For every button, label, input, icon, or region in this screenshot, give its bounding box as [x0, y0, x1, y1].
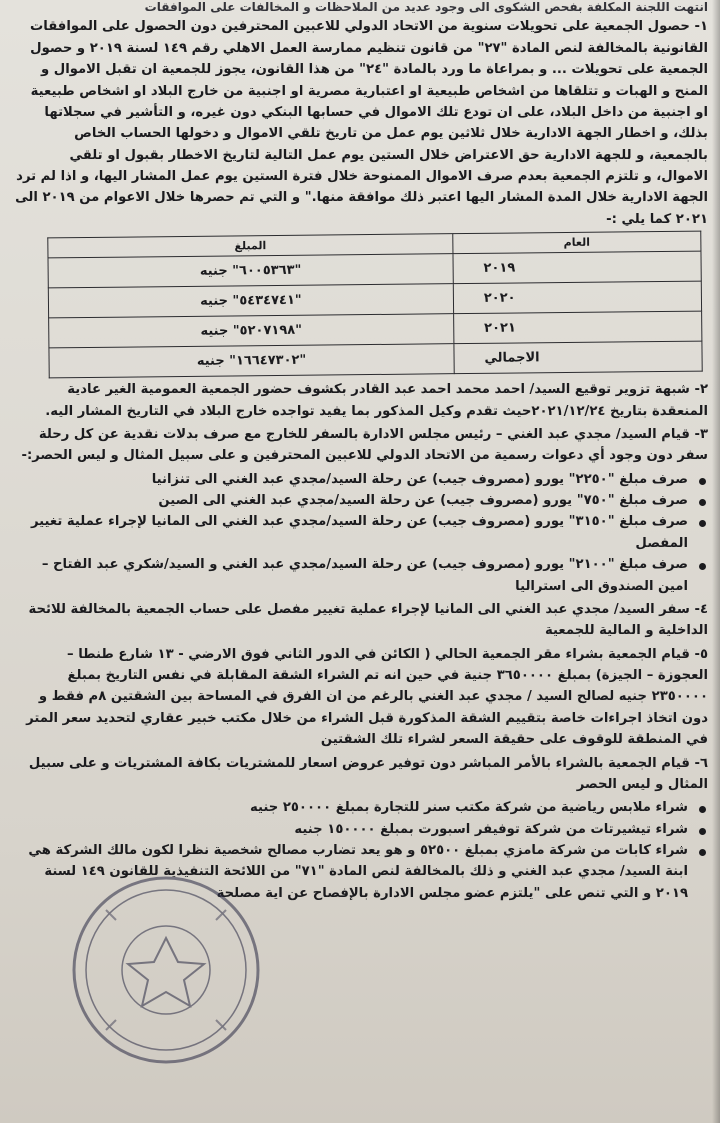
item-text: حصول الجمعية على تحويلات سنوية من الاتحاد الدولي للاعبين المحترفين دون الحصول على الموافقات القانونية بالمخالفة لنص المادة "٢٧" من قانون تنظيم ممارسة العمل الاهلي رقم ١٤٩ لسنة ٢٠١٩ و حصول الجمعية على تحويلات ... و بمراعاة ما ورد بالمادة "٢٤" من هذا القانون، يجوز للجمعية ان تقبل الاموال و المنح و الهبات و تتلقاها من اشخاص طبيعية او اعتبارية مصرية او اجنبية من خارج البلاد او اشخاص طبيعية او اجنبية من داخل البلاد، على ان تودع تلك الاموال في حسابها البنكي دون غيره، و التأشير في سجلاتها بذلك، و اخطار الجهة الادارية خلال ثلاثين يوم عمل من تاريخ تلقي الاموال و دخولها الحساب الخاص بالجمعية، و للجهة الادارية حق الاعتراض خلال الستين يوم عمل التالية لتاريخ الاخطار بقبول او تلقي الاموال، و تلتزم الجمعية بعدم صرف الاموال الممنوحة خلال فترة الستين يوم عمل المشار اليها، و اذا لم ترد الجهة الادارية خلال المدة المشار اليها اعتبر ذلك موافقة منها." و التي تم حصرها خلال الاعوام من ٢٠١٩ الى ٢٠٢١ كما يلي :- — [15, 19, 708, 227]
item-4-paragraph — [14, 599, 708, 642]
item-number: ٢- — [694, 382, 708, 398]
list-item: صرف مبلغ "٢٢٥٠" يورو (مصروف جيب) عن رحلة السيد/مجدي عبد الغني الى تنزانيا — [14, 469, 708, 490]
item-text: قيام الجمعية بشراء مقر الجمعية الحالي ( الكائن في الدور الثاني فوق الارضي - ١٣ شارع طنطا – العجوزة – الجيزة) بمبلغ ٣٦٥٠٠٠٠ جنية في حين انه تم الشراء الشقة المقابلة في نفس التاريخ بمبلغ ٢٣٥٠٠٠٠ جنيه لصالح السيد / مجدي عبد الغني بالرغم من ان الفرق في المساحة بين الشقتين ٨م فقط و دون اتخاذ اجراءات خاصة بتقييم الشقة المذكورة قبل الشراء من خلال مكتب خبير عقاري لتحديد سعر المتر في المنطقة للوقوف على حقيقة السعر لشراء تلك الشقتين — [26, 646, 708, 748]
cell-amount: "٦٠٠٥٣٦٣" جنيه — [48, 254, 453, 288]
item-3-paragraph — [14, 424, 708, 467]
list-item: صرف مبلغ "٧٥٠" يورو (مصروف جيب) عن رحلة السيد/مجدي عبد الغني الى الصين — [14, 490, 708, 511]
item-text: سفر السيد/ مجدي عبد الغني الى المانيا لإجراء عملية تغيير مفصل على حساب الجمعية بالمخالفة للائحة الداخلية و المالية للجمعية — [28, 601, 708, 639]
list-item: شراء كابات من شركة مامزي بمبلغ ٥٢٥٠٠ و هو يعد تضارب مصالح شخصية نظرا لكون مالك الشركة هي ابنة السيد/ مجدي عبد الغني و ذلك بالمخالفة لنص المادة "٧١" من اللائحة التنفيذية للقانون ١٤٩ لسنة ٢٠١٩ و التي تنص على "يلتزم عضو مجلس الادارة بالإفصاح عن اية مصلحة — [14, 840, 708, 904]
item-number: ٣- — [694, 426, 708, 442]
page-fold-shadow — [712, 0, 720, 1123]
item-number: ١- — [694, 19, 708, 35]
item-number: ٦- — [694, 755, 708, 771]
item-number: ٥- — [694, 646, 708, 662]
item-2 — [14, 379, 708, 422]
header-year: العام — [453, 231, 701, 254]
item-text: قيام السيد/ مجدي عبد الغني – رئيس مجلس الادارة بالسفر للخارج مع صرف بدلات نقدية عن كل رحلة سفر دون وجود أي دعوات رسمية من الاتحاد الدولي للاعبين المحترفين و على سبيل المثال و ليس الحصر:- — [21, 426, 708, 464]
top-line: انتهت اللجنة المكلفة بفحص الشكوى الى وجود عديد من الملاحظات و المخالفات على الموافقات — [144, 0, 708, 14]
cell-year: ٢٠٢٠ — [453, 281, 701, 314]
item-6-bullets — [14, 797, 708, 904]
list-item: شراء تيشيرتات من شركة توفيفر اسبورت بمبلغ ١٥٠٠٠٠ جنيه — [14, 819, 708, 840]
cell-total-amount: "١٦٦٤٧٣٠٢" جنيه — [49, 344, 454, 378]
item-5-paragraph — [14, 644, 708, 751]
item-3 — [14, 424, 708, 597]
cell-amount: "٥٢٠٧١٩٨" جنيه — [49, 314, 454, 348]
item-6-paragraph — [14, 753, 708, 796]
item-3-bullets — [14, 469, 708, 597]
list-item: صرف مبلغ "٢١٠٠" يورو (مصروف جيب) عن رحلة السيد/مجدي عبد الغني و السيد/شكري عبد الفتاح – امين الصندوق الى استراليا — [14, 554, 708, 597]
table-total-row — [49, 341, 702, 378]
list-item: صرف مبلغ "٣١٥٠" يورو (مصروف جيب) عن رحلة السيد/مجدي عبد الغني الى المانيا لإجراء عملية تغيير المفصل — [14, 511, 708, 554]
amounts-table — [47, 231, 702, 379]
cell-year: ٢٠٢١ — [453, 311, 701, 344]
item-1-paragraph — [14, 16, 708, 230]
list-item: شراء ملابس رياضية من شركة مكتب سنر للتجارة بمبلغ ٢٥٠٠٠٠ جنيه — [14, 797, 708, 818]
item-number: ٤- — [694, 601, 708, 617]
item-5 — [14, 644, 708, 751]
header-amount: المبلغ — [48, 234, 453, 258]
item-6 — [14, 753, 708, 905]
item-text: قيام الجمعية بالشراء بالأمر المباشر دون توفير عروض اسعار للمشتريات بكافة المشتريات و على سبيل المثال و ليس الحصر — [28, 755, 708, 792]
document-body — [14, 0, 708, 1123]
item-1 — [14, 16, 708, 375]
cell-year: ٢٠١٩ — [453, 251, 701, 284]
item-text: شبهة تزوير توقيع السيد/ احمد محمد احمد عبد القادر بكشوف حضور الجمعية العمومية الغير عادية المنعقدة بتاريخ ٢٠٢١/١٢/٢٤حيث تقدم وكيل المذكور بما يفيد تواجده خارج البلاد في التاريخ المشار اليه. — [45, 382, 708, 419]
cell-total-label: الاجمالي — [454, 341, 702, 374]
item-2-paragraph — [14, 379, 708, 422]
item-4 — [14, 599, 708, 642]
cell-amount: "٥٤٣٤٧٤١" جنيه — [48, 284, 453, 318]
